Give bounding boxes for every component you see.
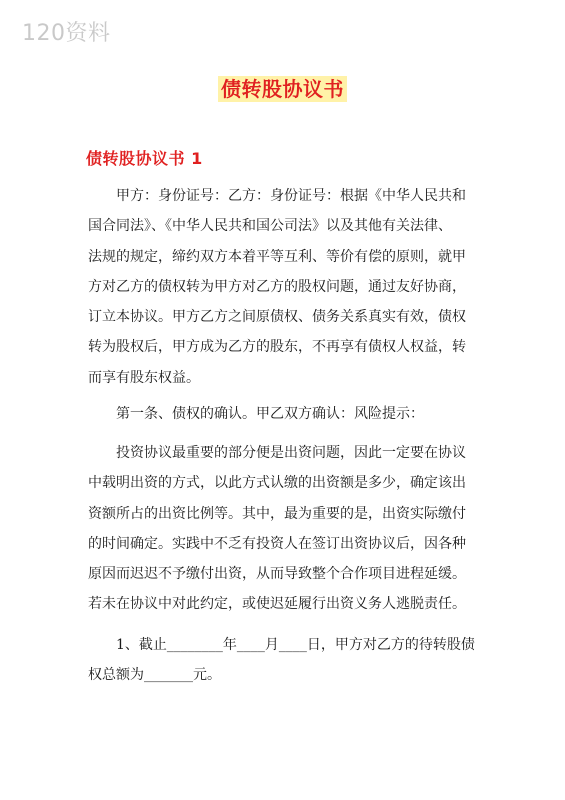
paragraph-line: 投资协议最重要的部分便是出资问题，因此一定要在协议 [116, 445, 466, 461]
paragraph-line: 第一条、债权的确认。甲乙双方确认：风险提示： [116, 406, 424, 422]
paragraph-intro [88, 181, 488, 393]
paragraph-line: 中载明出资的方式，以此方式认缴的出资额是多少，确定该出 [88, 475, 466, 492]
paragraph-line: 方对乙方的债权转为甲方对乙方的股权问题，通过友好协商， [88, 278, 466, 295]
paragraph-line: 1、截止________年____月____日，甲方对乙方的待转股债 [116, 637, 475, 653]
paragraph-line: 原因而迟迟不予缴付出资，从而导致整个合作项目进程延缓。 [88, 566, 466, 583]
watermark: 120资料 [22, 21, 111, 46]
paragraph-line: 法规的规定，缔约双方本着平等互利、等价有偿的原则，就甲 [88, 248, 466, 265]
paragraph-line: 资额所占的出资比例等。其中，最为重要的是，出资实际缴付 [88, 505, 466, 522]
paragraph-line: 订立本协议。甲方乙方之间原债权、债务关系真实有效，债权 [88, 309, 466, 326]
paragraph-article-one [88, 399, 488, 429]
paragraph-line: 而享有股东权益。 [88, 369, 200, 386]
paragraph-line: 国合同法》、《中华人民共和国公司法》以及其他有关法律、 [88, 218, 452, 235]
paragraph-line: 若未在协议中对此约定，或使迟延履行出资义务人逃脱责任。 [88, 596, 466, 613]
document-title-text: 债转股协议书 [218, 76, 347, 102]
paragraph-risk-note [88, 438, 488, 620]
section-heading: 债转股协议书 1 [86, 149, 203, 168]
paragraph-line: 的时间确定。实践中不乏有投资人在签订出资协议后，因各种 [88, 535, 466, 552]
paragraph-line: 权总额为_______元。 [88, 667, 221, 684]
paragraph-clause-one [88, 630, 488, 691]
document-title [0, 76, 565, 102]
paragraph-line: 转为股权后，甲方成为乙方的股东，不再享有债权人权益，转 [88, 339, 466, 356]
paragraph-line: 甲方：身份证号：乙方：身份证号：根据《中华人民共和 [116, 188, 466, 204]
